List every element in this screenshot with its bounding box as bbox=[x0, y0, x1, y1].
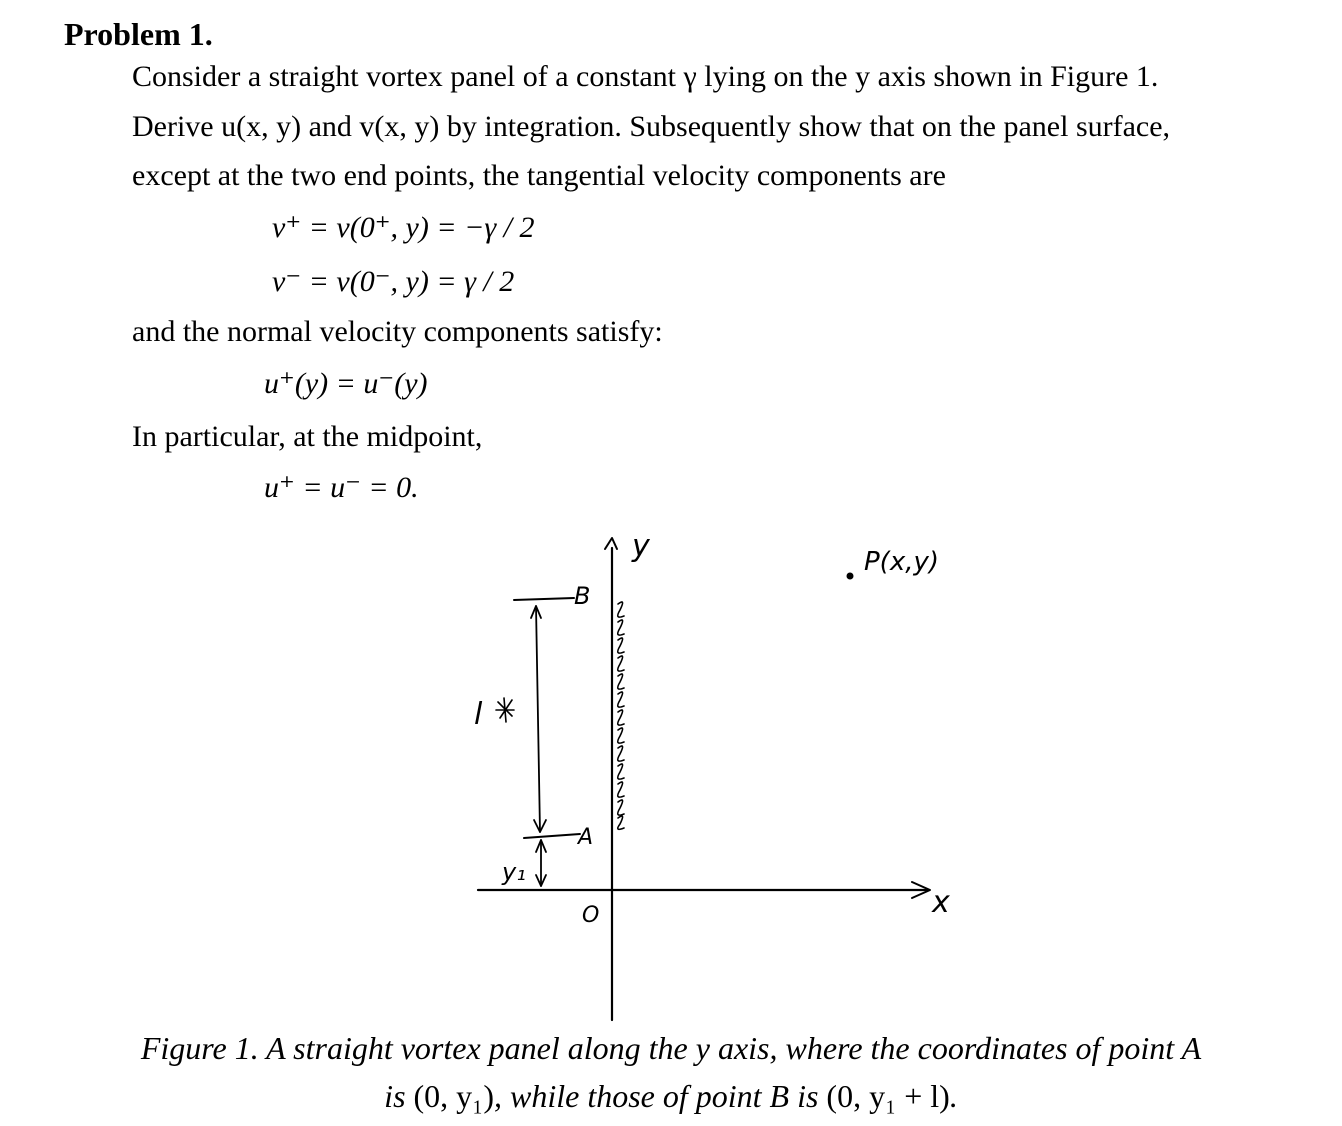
equation-normal: u⁺(y) = u⁻(y) bbox=[264, 367, 428, 400]
equation-v-plus-rhs: = −γ / 2 bbox=[436, 211, 535, 244]
caption-line-1: Figure 1. A straight vortex panel along the y axis, where the coordinates of point A bbox=[140, 1030, 1202, 1066]
problem-title: Problem 1. bbox=[64, 16, 213, 52]
point-a-line bbox=[524, 834, 580, 838]
equation-v-minus-mid: = v(0⁻, y) bbox=[308, 265, 429, 298]
intro-line-1: Consider a straight vortex panel of a constant γ lying on the y axis shown in Figure 1. bbox=[132, 60, 1159, 93]
y-axis-arrowhead bbox=[605, 538, 617, 549]
normal-intro: and the normal velocity components satisfy: bbox=[132, 315, 663, 348]
y1-label: y₁ bbox=[502, 858, 526, 886]
origin-label: O bbox=[582, 903, 600, 928]
point-p-label: P(x,y) bbox=[864, 547, 940, 577]
caption-is: is bbox=[384, 1078, 406, 1114]
length-scribble bbox=[496, 698, 514, 722]
intro-line-3: except at the two end points, the tangential velocity components are bbox=[132, 159, 946, 192]
x-axis-label: x bbox=[932, 885, 950, 920]
equation-midpoint: u⁺ = u⁻ = 0. bbox=[264, 471, 419, 504]
midpoint-intro: In particular, at the midpoint, bbox=[132, 420, 483, 453]
caption-coord-b: (0, y₁ + l) bbox=[826, 1078, 950, 1114]
point-p-dot bbox=[847, 573, 854, 580]
vortex-marks bbox=[618, 602, 624, 829]
caption-end: . bbox=[949, 1078, 958, 1114]
equation-v-plus-lhs: v⁺ bbox=[272, 211, 302, 244]
length-dimension-line bbox=[536, 606, 540, 832]
intro-line-2: Derive u(x, y) and v(x, y) by integration. Subsequently show that on the panel surface, bbox=[132, 110, 1171, 143]
caption-line-2 bbox=[0, 1072, 1342, 1120]
point-b-label: B bbox=[574, 582, 591, 610]
equation-v-plus-mid: = v(0⁺, y) bbox=[308, 211, 429, 244]
caption-while: , while those of point B is bbox=[493, 1078, 819, 1114]
point-a-label: A bbox=[578, 825, 594, 850]
y-axis-label: y bbox=[632, 529, 650, 564]
caption-coord-a: (0, y₁) bbox=[413, 1078, 494, 1114]
equation-v-minus-rhs: = γ / 2 bbox=[436, 265, 515, 298]
length-label: l bbox=[474, 697, 483, 732]
equation-v-minus-lhs: v⁻ bbox=[272, 265, 302, 298]
point-b-line bbox=[514, 598, 574, 600]
